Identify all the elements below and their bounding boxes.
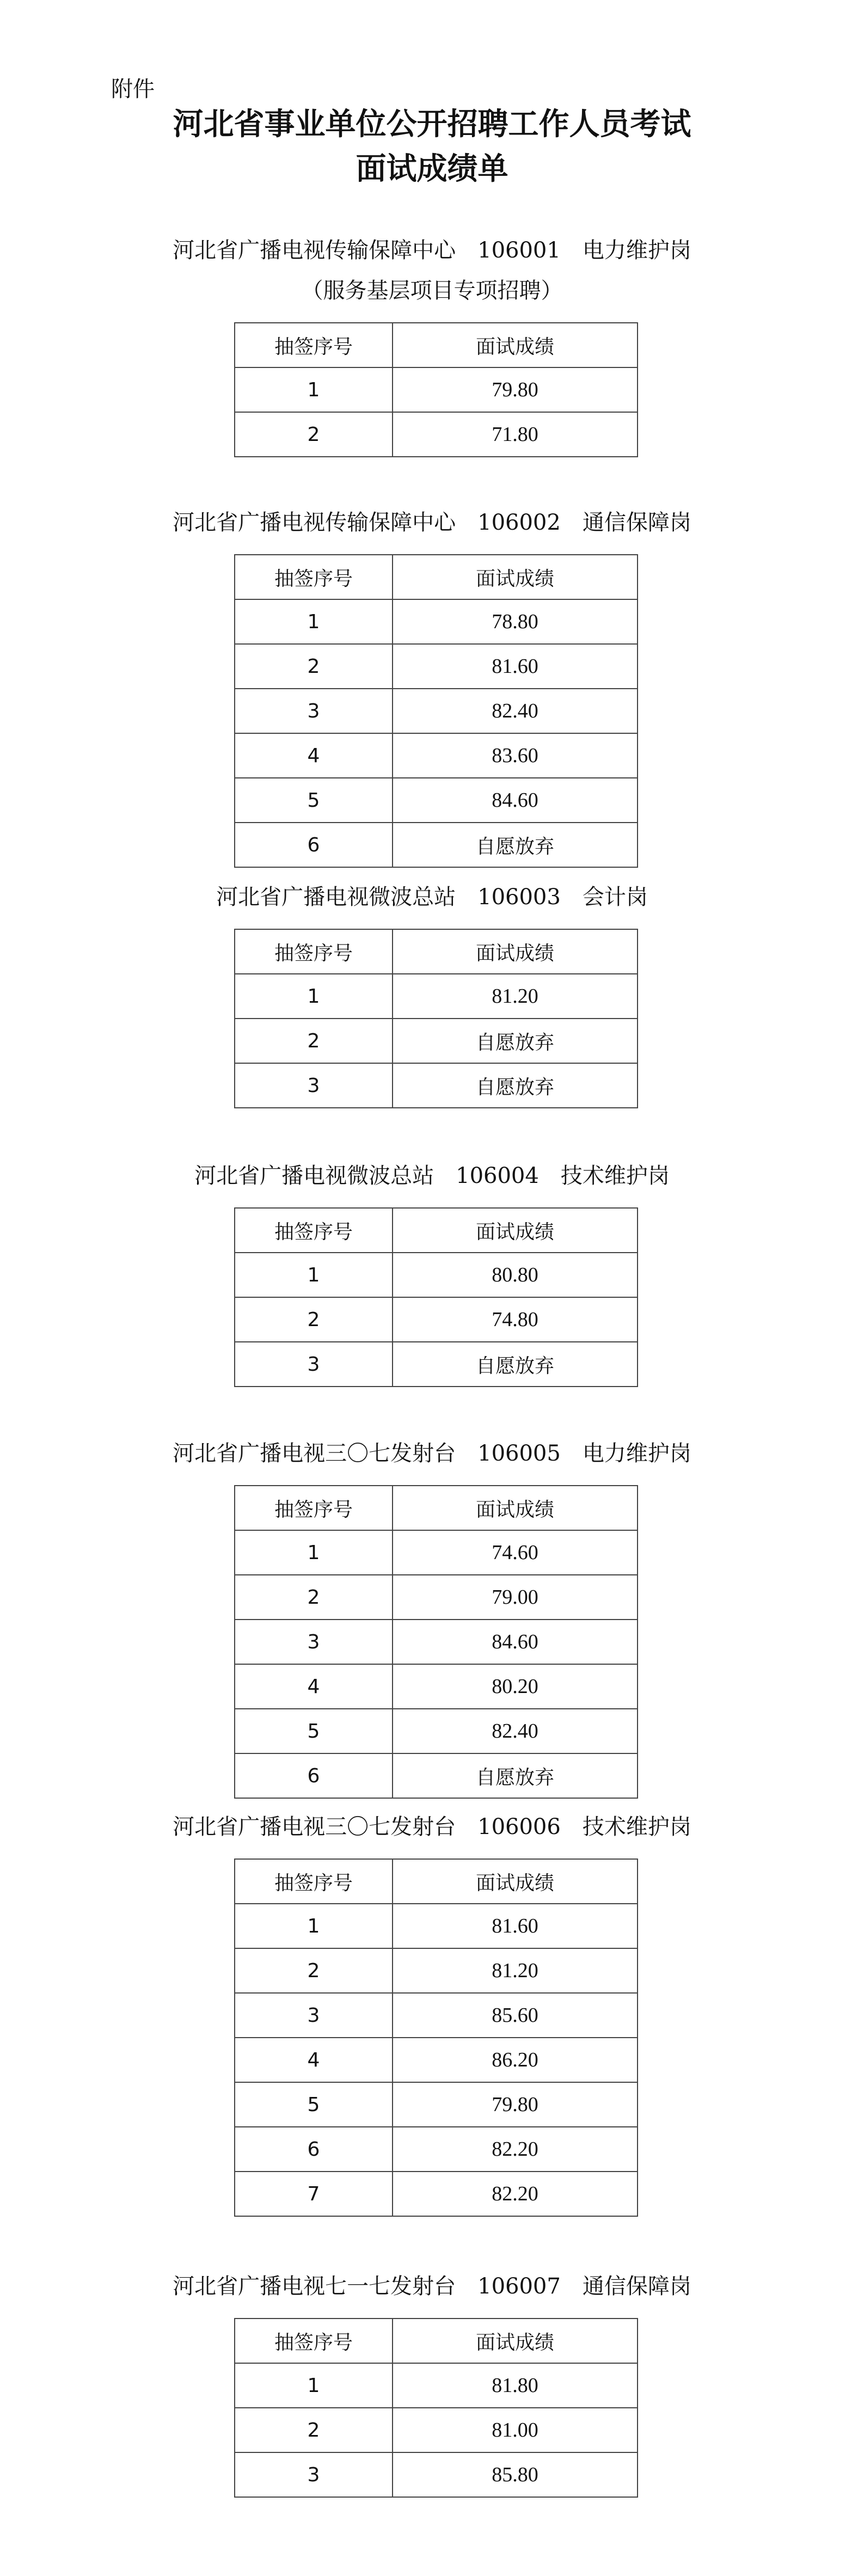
section-heading-106006: 河北省广播电视三〇七发射台 106006 技术维护岗 <box>173 1814 691 1839</box>
table-row <box>235 1753 638 1798</box>
table-row <box>235 1575 638 1620</box>
score-cell: 82.20 <box>393 2127 638 2172</box>
draw-number-cell: 1 <box>235 599 393 644</box>
table-row <box>235 2172 638 2216</box>
draw-number-cell: 6 <box>235 823 393 867</box>
table-row <box>235 1019 638 1063</box>
table-row <box>235 599 638 644</box>
draw-number-cell: 3 <box>235 2452 393 2497</box>
table-row <box>235 1297 638 1342</box>
table-row <box>235 412 638 457</box>
score-table-106002 <box>234 554 638 868</box>
header-interview-score: 面试成绩 <box>393 555 638 599</box>
score-cell: 84.60 <box>393 778 638 823</box>
table-row <box>235 823 638 867</box>
draw-number-cell: 5 <box>235 778 393 823</box>
score-cell: 82.20 <box>393 2172 638 2216</box>
table-header-row <box>235 1859 638 1904</box>
section-heading-106004: 河北省广播电视微波总站 106004 技术维护岗 <box>194 1163 670 1188</box>
score-table-106001 <box>234 322 638 457</box>
table-row <box>235 644 638 689</box>
score-cell: 81.20 <box>393 1948 638 1993</box>
table-row <box>235 1063 638 1108</box>
draw-number-cell: 3 <box>235 1342 393 1387</box>
table-row <box>235 1993 638 2038</box>
draw-number-cell: 4 <box>235 1664 393 1709</box>
table-row <box>235 1709 638 1753</box>
draw-number-cell: 2 <box>235 644 393 689</box>
score-cell: 85.80 <box>393 2452 638 2497</box>
section-heading-106005: 河北省广播电视三〇七发射台 106005 电力维护岗 <box>173 1441 691 1466</box>
section-heading-106003: 河北省广播电视微波总站 106003 会计岗 <box>216 885 648 910</box>
score-cell: 74.60 <box>393 1530 638 1575</box>
draw-number-cell: 2 <box>235 1297 393 1342</box>
table-header-row <box>235 1486 638 1530</box>
score-cell: 82.40 <box>393 1709 638 1753</box>
score-cell: 86.20 <box>393 2038 638 2082</box>
draw-number-cell: 4 <box>235 733 393 778</box>
header-draw-number: 抽签序号 <box>235 1208 393 1253</box>
score-cell: 80.80 <box>393 1253 638 1297</box>
table-row <box>235 1253 638 1297</box>
table-row <box>235 2363 638 2408</box>
draw-number-cell: 1 <box>235 974 393 1019</box>
draw-number-cell: 5 <box>235 1709 393 1753</box>
score-cell: 84.60 <box>393 1620 638 1664</box>
draw-number-cell: 1 <box>235 1904 393 1948</box>
header-draw-number: 抽签序号 <box>235 323 393 367</box>
header-interview-score: 面试成绩 <box>393 1208 638 1253</box>
header-interview-score: 面试成绩 <box>393 929 638 974</box>
header-interview-score: 面试成绩 <box>393 1486 638 1530</box>
document-title-line1: 河北省事业单位公开招聘工作人员考试 <box>173 106 691 142</box>
header-draw-number: 抽签序号 <box>235 2319 393 2363</box>
header-draw-number: 抽签序号 <box>235 929 393 974</box>
score-table-106007 <box>234 2318 638 2498</box>
forfeit-cell: 自愿放弃 <box>393 1019 638 1063</box>
header-draw-number: 抽签序号 <box>235 555 393 599</box>
document-title-line2: 面试成绩单 <box>356 151 508 187</box>
table-row <box>235 1664 638 1709</box>
score-cell: 79.80 <box>393 2082 638 2127</box>
score-cell: 81.00 <box>393 2408 638 2452</box>
forfeit-cell: 自愿放弃 <box>393 823 638 867</box>
table-row <box>235 2408 638 2452</box>
section-heading-106001: 河北省广播电视传输保障中心 106001 电力维护岗 <box>173 238 691 263</box>
score-cell: 81.60 <box>393 1904 638 1948</box>
table-header-row <box>235 323 638 367</box>
section-subheading-106001: （服务基层项目专项招聘） <box>301 278 563 303</box>
forfeit-cell: 自愿放弃 <box>393 1342 638 1387</box>
draw-number-cell: 5 <box>235 2082 393 2127</box>
score-table-106006 <box>234 1859 638 2217</box>
header-draw-number: 抽签序号 <box>235 1486 393 1530</box>
draw-number-cell: 2 <box>235 1019 393 1063</box>
header-interview-score: 面试成绩 <box>393 2319 638 2363</box>
draw-number-cell: 1 <box>235 1253 393 1297</box>
forfeit-cell: 自愿放弃 <box>393 1063 638 1108</box>
score-cell: 79.00 <box>393 1575 638 1620</box>
draw-number-cell: 3 <box>235 689 393 733</box>
score-cell: 85.60 <box>393 1993 638 2038</box>
draw-number-cell: 1 <box>235 367 393 412</box>
table-header-row <box>235 555 638 599</box>
draw-number-cell: 7 <box>235 2172 393 2216</box>
draw-number-cell: 2 <box>235 1948 393 1993</box>
table-row <box>235 733 638 778</box>
table-row <box>235 1948 638 1993</box>
table-row <box>235 1904 638 1948</box>
table-row <box>235 1620 638 1664</box>
table-row <box>235 689 638 733</box>
attachment-label: 附件 <box>111 77 155 102</box>
draw-number-cell: 3 <box>235 1993 393 2038</box>
table-row <box>235 778 638 823</box>
draw-number-cell: 1 <box>235 2363 393 2408</box>
draw-number-cell: 6 <box>235 1753 393 1798</box>
table-row <box>235 2082 638 2127</box>
draw-number-cell: 3 <box>235 1063 393 1108</box>
score-cell: 74.80 <box>393 1297 638 1342</box>
draw-number-cell: 1 <box>235 1530 393 1575</box>
header-interview-score: 面试成绩 <box>393 1859 638 1904</box>
score-cell: 81.20 <box>393 974 638 1019</box>
table-row <box>235 974 638 1019</box>
table-header-row <box>235 929 638 974</box>
score-cell: 79.80 <box>393 367 638 412</box>
score-cell: 82.40 <box>393 689 638 733</box>
score-table-106005 <box>234 1485 638 1799</box>
draw-number-cell: 2 <box>235 2408 393 2452</box>
score-table-106003 <box>234 929 638 1108</box>
draw-number-cell: 6 <box>235 2127 393 2172</box>
table-row <box>235 2127 638 2172</box>
table-row <box>235 367 638 412</box>
header-interview-score: 面试成绩 <box>393 323 638 367</box>
draw-number-cell: 2 <box>235 412 393 457</box>
draw-number-cell: 2 <box>235 1575 393 1620</box>
table-row <box>235 1530 638 1575</box>
table-header-row <box>235 2319 638 2363</box>
score-cell: 80.20 <box>393 1664 638 1709</box>
draw-number-cell: 3 <box>235 1620 393 1664</box>
score-cell: 78.80 <box>393 599 638 644</box>
section-heading-106007: 河北省广播电视七一七发射台 106007 通信保障岗 <box>173 2274 691 2299</box>
section-heading-106002: 河北省广播电视传输保障中心 106002 通信保障岗 <box>173 510 691 535</box>
draw-number-cell: 4 <box>235 2038 393 2082</box>
table-header-row <box>235 1208 638 1253</box>
header-draw-number: 抽签序号 <box>235 1859 393 1904</box>
score-cell: 83.60 <box>393 733 638 778</box>
score-table-106004 <box>234 1207 638 1387</box>
table-row <box>235 2452 638 2497</box>
score-cell: 81.60 <box>393 644 638 689</box>
score-cell: 71.80 <box>393 412 638 457</box>
score-cell: 81.80 <box>393 2363 638 2408</box>
table-row <box>235 2038 638 2082</box>
forfeit-cell: 自愿放弃 <box>393 1753 638 1798</box>
table-row <box>235 1342 638 1387</box>
